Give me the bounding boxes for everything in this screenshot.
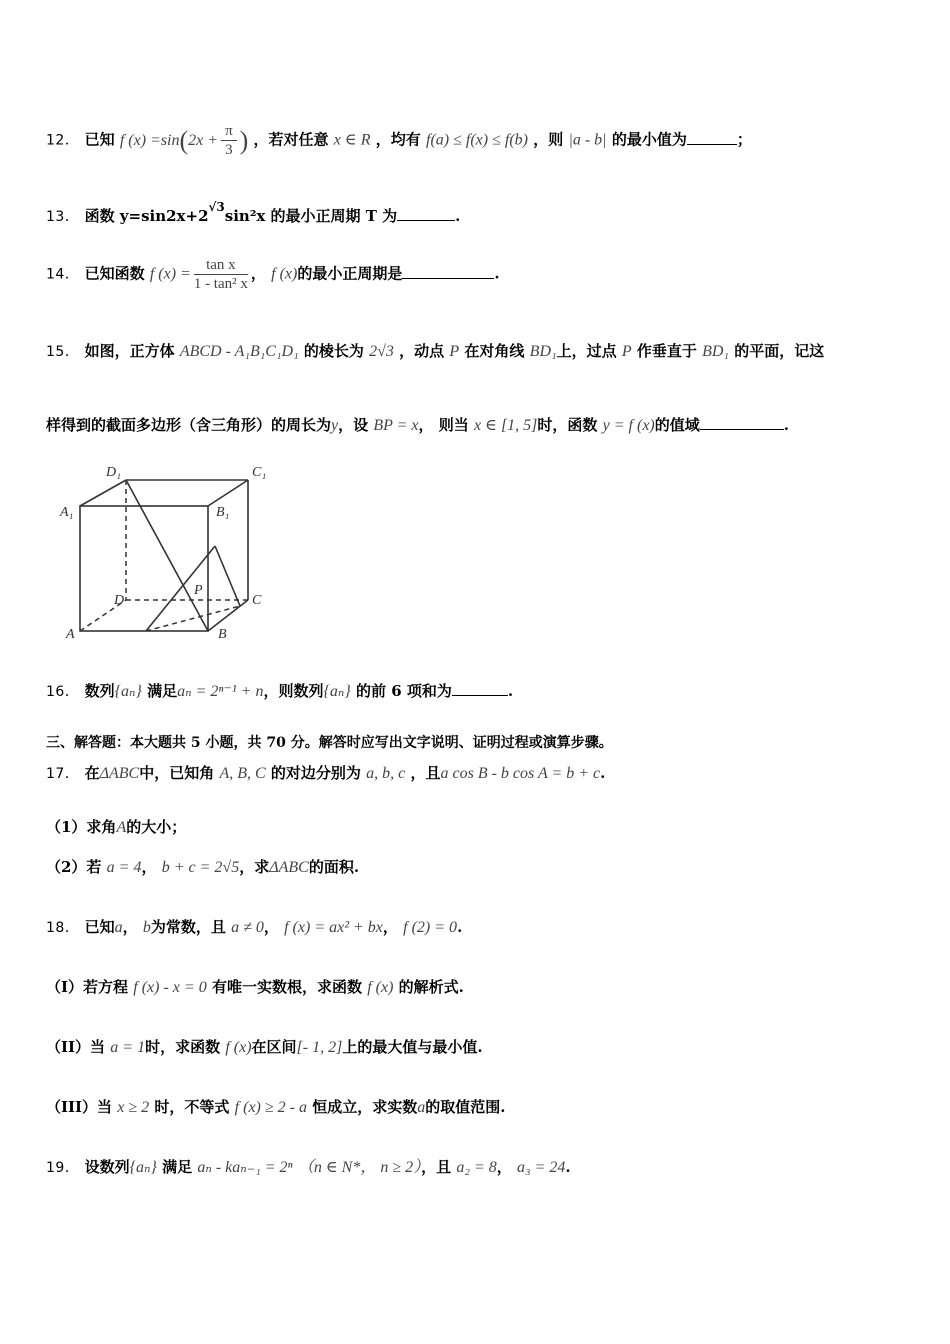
question-text: （2）若 xyxy=(46,858,102,876)
formula-abs: |a - b| xyxy=(568,131,607,149)
question-text: 如图，正方体 xyxy=(84,342,175,360)
question-18-part-2 xyxy=(46,1036,483,1057)
question-text: 的平面，记这 xyxy=(734,342,825,360)
formula-fx: f (x) xyxy=(367,979,394,996)
formula-y: y xyxy=(331,417,339,434)
punctuation: . xyxy=(457,918,463,936)
question-text: 的棱长为 xyxy=(303,342,364,360)
edge-b1c1 xyxy=(208,480,248,506)
label-a: A xyxy=(66,627,75,642)
formula-x-range: x ≥ 2 xyxy=(117,1099,150,1116)
question-14 xyxy=(46,256,500,293)
label-d1: D₁ xyxy=(106,465,121,480)
diagonal-bd1 xyxy=(126,480,208,631)
label-c1: C₁ xyxy=(252,465,267,480)
formula-recurrence: aₙ - kaₙ₋₁ = 2ⁿ xyxy=(197,1159,293,1176)
formula-x-range: x ∈ [1, 5] xyxy=(474,417,538,434)
question-text: 作垂直于 xyxy=(636,342,697,360)
punctuation: . xyxy=(507,682,514,700)
question-13 xyxy=(46,200,460,226)
question-text: ，若对任意 xyxy=(253,130,329,149)
formula-interval: [- 1, 2] xyxy=(296,1039,343,1056)
formula-bc: b + c = 2√5 xyxy=(161,859,240,876)
label-b: B xyxy=(218,627,227,642)
question-text: ，且 xyxy=(410,764,441,782)
punctuation: . xyxy=(455,207,461,225)
formula-p: P xyxy=(621,343,632,360)
question-text: 满足 xyxy=(147,682,178,700)
formula-inequality: f(a) ≤ f(x) ≤ f(b) xyxy=(426,131,528,149)
question-text: 满足 xyxy=(162,1158,193,1176)
question-text: 恒成立，求实数 xyxy=(312,1098,418,1116)
edge-bc xyxy=(208,600,248,631)
question-text: ，且 xyxy=(421,1158,452,1176)
formula-a-value: a = 4 xyxy=(106,859,142,876)
formula-a-neq: a ≠ 0 xyxy=(231,919,264,936)
question-text: ， 则当 xyxy=(418,416,469,434)
formula-a3: a₃ = 24 xyxy=(517,1159,566,1176)
question-text: 的大小； xyxy=(126,818,187,836)
question-text: 样得到的截面多边形（含三角形）的周长为 xyxy=(46,416,332,434)
label-b1: B₁ xyxy=(216,505,230,520)
question-text: （I）若方程 xyxy=(46,978,129,996)
formula-a: a xyxy=(114,919,123,936)
formula-y-fx: y = f (x) xyxy=(602,417,655,434)
formula-b: b xyxy=(142,919,151,936)
punctuation: ， xyxy=(250,264,266,283)
formula-condition: （n ∈ N*， n ≥ 2） xyxy=(297,1159,422,1176)
question-text: （II）当 xyxy=(46,1038,106,1056)
section-heading: 三、解答题：本大题共 5 小题，共 70 分。解答时应写出文字说明、证明过程或演算步骤。 xyxy=(46,735,613,751)
edge-a1d1 xyxy=(80,480,126,506)
question-text: 的取值范围. xyxy=(425,1098,506,1116)
formula-a: A xyxy=(116,819,127,836)
punctuation: . xyxy=(494,264,500,283)
question-text: 时，求函数 xyxy=(145,1038,221,1056)
section-edge xyxy=(146,546,215,631)
answer-blank[interactable] xyxy=(687,130,737,145)
punctuation: ； xyxy=(736,130,752,149)
question-text: 在对角线 xyxy=(464,342,525,360)
question-text: 设数列 xyxy=(84,1158,130,1176)
punctuation: ， xyxy=(122,918,138,936)
label-a1: A₁ xyxy=(60,505,74,520)
question-17 xyxy=(46,762,605,783)
question-16 xyxy=(46,680,513,701)
question-text: 的面积. xyxy=(308,858,360,876)
punctuation: ， xyxy=(496,1158,512,1176)
question-text: 已知 xyxy=(84,918,115,936)
formula-cube: ABCD - A₁B₁C₁D₁ xyxy=(179,343,299,360)
question-text: 已知函数 xyxy=(84,264,145,283)
punctuation: . xyxy=(783,416,790,434)
question-17-part-1 xyxy=(46,816,186,837)
fraction-numerator: π xyxy=(221,122,237,141)
question-number: 18． xyxy=(46,920,80,936)
formula-fx: f (x) =sin(2x + $\frac{\pi}{3}$ ) xyxy=(119,123,249,158)
formula-arg: 2x + xyxy=(188,131,219,149)
label-d: D xyxy=(114,593,125,608)
punctuation: ， xyxy=(141,858,157,876)
formula-lhs: f (x) = xyxy=(149,265,191,283)
question-number: 19． xyxy=(46,1160,80,1176)
answer-blank[interactable] xyxy=(402,264,494,279)
question-19 xyxy=(46,1154,571,1177)
label-p: P xyxy=(194,583,203,598)
question-18-part-1 xyxy=(46,976,464,997)
formula-equation: a cos B - b cos A = b + c xyxy=(440,765,601,782)
question-text: （1）求角 xyxy=(46,818,117,836)
fraction-tan xyxy=(194,256,248,293)
formula-x-in-r: x ∈ R xyxy=(333,131,371,149)
fraction-numerator: tan x xyxy=(194,256,248,275)
formula-a2: a₂ = 8 xyxy=(456,1159,497,1176)
formula-bd1: BD₁ xyxy=(702,343,729,360)
question-number: 15． xyxy=(46,344,80,360)
question-18 xyxy=(46,916,462,937)
formula-p: P xyxy=(449,343,460,360)
question-text: 上的最大值与最小值. xyxy=(342,1038,483,1056)
question-number: 14． xyxy=(46,266,80,283)
formula-triangle: ΔABC xyxy=(269,859,309,876)
question-number: 17． xyxy=(46,766,80,782)
question-12 xyxy=(46,122,752,159)
question-text: ，均有 xyxy=(375,130,421,149)
question-text: 时，函数 xyxy=(537,416,598,434)
front-face xyxy=(80,506,208,631)
question-15 xyxy=(46,340,824,361)
fraction-denominator: 1 - tan² x xyxy=(193,276,248,292)
formula-a: a xyxy=(417,1099,426,1116)
question-17-part-2 xyxy=(46,856,359,877)
formula-f-part: f (x) =sin xyxy=(119,131,180,149)
punctuation: ， xyxy=(382,918,398,936)
formula-equation: f (x) - x = 0 xyxy=(133,979,207,996)
question-text: 中，已知角 xyxy=(139,764,215,782)
cube-figure xyxy=(58,458,278,648)
question-text: sin²x 的最小正周期 T 为 xyxy=(224,207,398,225)
question-text: 的最小正周期是 xyxy=(297,264,403,283)
fraction-denominator: 3 xyxy=(225,142,233,158)
section-edge xyxy=(215,546,240,606)
question-number: 13． xyxy=(46,209,80,225)
answer-blank[interactable] xyxy=(452,681,508,696)
formula-bd1: BD₁ xyxy=(529,343,557,360)
punctuation: . xyxy=(565,1158,571,1176)
question-text: 在 xyxy=(84,764,100,782)
formula-sequence: {aₙ} xyxy=(114,683,142,700)
formula-bp: BP = x xyxy=(373,417,419,434)
question-text: （III）当 xyxy=(46,1098,113,1116)
question-text: ，则 xyxy=(533,130,564,149)
question-text: 的值域 xyxy=(654,416,700,434)
formula-sequence: {aₙ} xyxy=(129,1159,157,1176)
formula-angles: A, B, C xyxy=(219,765,266,782)
question-text: ，设 xyxy=(338,416,369,434)
question-text: 数列 xyxy=(84,682,115,700)
question-text: 时，不等式 xyxy=(154,1098,230,1116)
question-text: 在区间 xyxy=(251,1038,297,1056)
label-c: C xyxy=(252,593,262,608)
formula-edge: 2√3 xyxy=(369,343,394,360)
question-15-line-2 xyxy=(46,414,789,435)
formula-an: aₙ = 2ⁿ⁻¹ + n xyxy=(177,683,264,700)
punctuation: . xyxy=(600,764,606,782)
question-text: 有唯一实数根，求函数 xyxy=(211,978,362,996)
question-number: 12． xyxy=(46,132,80,149)
answer-blank[interactable] xyxy=(700,415,784,430)
question-text: 的前 6 项和为 xyxy=(356,682,452,700)
question-text: 已知 xyxy=(84,130,115,149)
formula-triangle: ΔABC xyxy=(99,765,140,782)
formula-sequence: {aₙ} xyxy=(323,683,351,700)
question-text: 函数 y=sin2x+2 xyxy=(84,207,209,225)
question-text: 的解析式. xyxy=(398,978,464,996)
punctuation: ， xyxy=(263,918,279,936)
formula-fx: f (x) = ax² + bx xyxy=(284,919,383,936)
formula-f2: f (2) = 0 xyxy=(403,919,458,936)
question-text: ，动点 xyxy=(399,342,445,360)
question-18-part-3 xyxy=(46,1096,505,1117)
question-text: 的最小值为 xyxy=(611,130,687,149)
fraction-pi-3 xyxy=(221,122,237,159)
formula-fx: f (x) xyxy=(225,1039,252,1056)
formula-fx: f (x) xyxy=(271,265,298,283)
question-text: 的对边分别为 xyxy=(270,764,361,782)
question-text: 为常数，且 xyxy=(150,918,226,936)
question-number: 16． xyxy=(46,684,80,700)
answer-blank[interactable] xyxy=(397,206,455,221)
formula-inequality: f (x) ≥ 2 - a xyxy=(234,1099,307,1116)
question-text: 上，过点 xyxy=(556,342,617,360)
question-text: ，则数列 xyxy=(263,682,324,700)
formula-a-value: a = 1 xyxy=(110,1039,146,1056)
formula-sides: a, b, c xyxy=(366,765,406,782)
formula-sqrt3: √3 xyxy=(208,200,225,214)
question-text: ，求 xyxy=(239,858,270,876)
